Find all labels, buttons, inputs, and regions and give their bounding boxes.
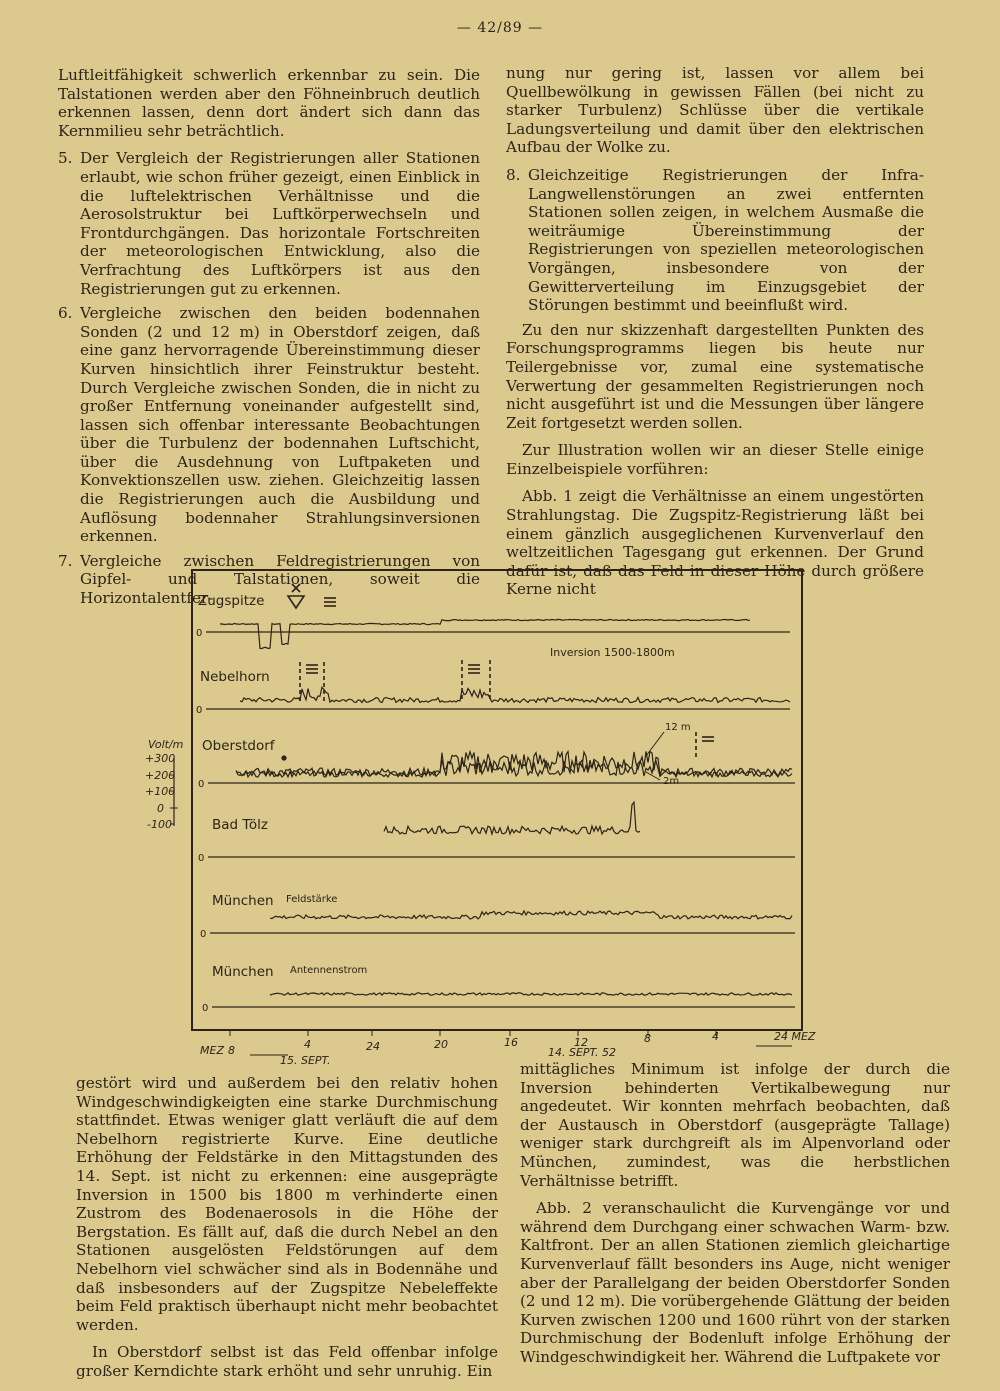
sonde-12m-pointer [646, 732, 664, 756]
zero-label: 0 [202, 1003, 209, 1014]
muenchen-sublabel-antennenstrom: Antennenstrom [290, 965, 368, 976]
trace-nebelhorn [240, 687, 790, 702]
y-tick: 0 [157, 802, 164, 815]
y-tick: +300 [145, 752, 176, 765]
time-tick: 24 MEZ [774, 1030, 816, 1043]
column-top-left [58, 66, 480, 614]
paragraph-intro: Luftleitfähigkeit schwerlich erkennbar zu sein. Die Talstationen werden aber den Föhneinbruch deutlich erkennen lassen, denn dort ändert sich dann das Kernmilieu sehr beträchtlich. [58, 66, 480, 140]
trace-muenchen-antennenstrom [270, 993, 792, 995]
time-tick: 4 [304, 1038, 311, 1051]
time-tick: 8 [228, 1044, 235, 1057]
station-label-muenchen-2: München [212, 964, 274, 980]
zero-label: 0 [200, 929, 207, 940]
paragraph: mittägliches Minimum ist infolge der durch die Inversion behinderten Vertikalbewegung nur angedeutet. Wir konnten mehrfach beobachten, daß der Austausch in Oberstdorf (ausgeprägte Tallage) weniger stark durchgreift als im Alpenvorland oder München, zumindest, was die herbstlichen Verhältnisse betrifft. [520, 1060, 950, 1190]
trace-bad-toelz [384, 802, 640, 834]
page-number: — 42/89 — [456, 20, 544, 36]
dot-marker [281, 755, 286, 760]
paragraph-continuation: nung nur gering ist, lassen vor allem bei Quellbewölkung in gewissen Fällen (bei nicht zu starker Turbulenz) Schlüsse über die vertikale Ladungsverteilung und damit über den elektrischen Aufbau der Wolke zu. [506, 64, 924, 157]
paragraph: Zu den nur skizzenhaft dargestellten Punkten des Forschungsprogramms liegen bis heute nur Teilergebnisse vor, zumal eine systematische Verwertung der gesammelten Registrierungen noch nicht ausgeführt ist und die Messungen über längere Zeit fortgesetzt werden sollen. [506, 320, 924, 432]
list-number: 7. [58, 551, 73, 570]
zero-baselines [196, 628, 795, 1014]
list-number: 6. [58, 304, 73, 323]
list-item-6 [58, 304, 480, 546]
inversion-note: Inversion 1500-1800m [550, 646, 675, 659]
figure-field-registrations [140, 562, 820, 1072]
sonde-2m-pointer [646, 772, 660, 780]
time-tick: 24 [366, 1040, 380, 1053]
list-item-5 [58, 149, 480, 298]
column-bottom-left [76, 1074, 498, 1390]
column-bottom-right [520, 1060, 950, 1376]
zero-label: 0 [198, 853, 205, 864]
fog-symbol-icon [288, 584, 336, 608]
list-text: Der Vergleich der Registrierungen aller Stationen erlaubt, wie schon früher gezeigt, einen Einblick in die luftelektrischen Verhältnisse und die Aerosolstruktur bei Luftkörperwechseln und Frontdurchgängen. Das horizontale Fortschreiten der meteorologischen Entwicklung, also die Verfrachtung des Luftkörpers ist aus den Registrierungen gut zu erkennen. [80, 149, 480, 298]
time-tick: 12 [574, 1036, 588, 1049]
date-label-right: 14. SEPT. 52 [548, 1046, 616, 1059]
time-tick: 4 [712, 1030, 719, 1043]
station-label-nebelhorn: Nebelhorn [200, 669, 270, 685]
y-tick: +100 [145, 785, 176, 798]
zero-label: 0 [196, 705, 203, 716]
date-label-left: 15. SEPT. [280, 1054, 331, 1067]
muenchen-sublabel-feldstaerke: Feldstärke [286, 894, 338, 905]
sonde-12m-label: 12 m [665, 722, 691, 733]
time-tick: 8 [644, 1032, 651, 1045]
station-label-bad-toelz: Bad Tölz [212, 817, 268, 833]
station-label-oberstdorf: Oberstdorf [202, 738, 275, 754]
list-text: Vergleiche zwischen den beiden bodennahen Sonden (2 und 12 m) in Oberstdorf zeigen, daß eine ganz hervorragende Übereinstimmung dieser Kurven hinsichtlich ihrer Feinstruktur besteht. Durch Vergleiche zwischen Sonden, die in nicht zu großer Entfernung voneinander aufgestellt sind, lassen sich offenbar interessante Beobachtungen über die Turbulenz der bodennahen Luftschicht, über die Ausdehnung von Luftpaketen und Konvektionszellen usw. ziehen. Gleichzeitig lassen die Registrierungen auch die Ausbildung und Auflösung bodennaher Strahlungsinversionen erkennen. [80, 304, 480, 546]
sonde-2m-label: 2m [663, 776, 680, 787]
station-label-muenchen: München [212, 893, 274, 909]
paragraph: Abb. 2 veranschaulicht die Kurvengänge vor und während dem Durchgang einer schwachen Warm- bzw. Kaltfront. Der an allen Stationen ziemlich gleichartige Kurvenverlauf fällt besonders ins Auge, nicht weniger aber der Parallelgang der beiden Oberstdorfer Sonden (2 und 12 m). Die vorübergehende Glättung der beiden Kurven zwischen 1200 und 1600 rührt von der starken Durchmischung der Bodenluft infolge Erhöhung der Windgeschwindigkeit her. Während die Luftpakete vor [520, 1199, 950, 1366]
list-text: Vergleiche zwischen Feldregistrierungen von Gipfel- und Talstationen, soweit die Horizontalentfer- [80, 551, 480, 608]
time-tick: 16 [504, 1036, 518, 1049]
paragraph: gestört wird und außerdem bei den relativ hohen Windgeschwindigkeigten eine starke Durchmischung stattfindet. Etwas weniger glatt verläuft die auf dem Nebelhorn registrierte Kurve. Eine deutliche Erhöhung der Feldstärke in den Mittagstunden des 14. Sept. ist nicht zu erkennen: eine ausgeprägte Inversion in 1500 bis 1800 m verhinderte einen Zustrom des Bodenaerosols in die Höhe der Bergstation. Es fällt auf, daß die durch Nebel an den Stationen ausgelösten Feldstörungen auf dem Nebelhorn viel schwächer sind als in Bodennähe und daß insbesonders auf der Zugspitze Nebeleffekte beim Feld praktisch überhaupt nicht mehr beobachtet werden. [76, 1074, 498, 1334]
trace-zugspitze [220, 619, 750, 648]
station-label-zugspitze: Zugspitze [198, 593, 265, 609]
zero-label: 0 [198, 779, 205, 790]
figure-svg [140, 562, 820, 1072]
figure-frame [192, 570, 802, 1030]
y-tick: -100 [147, 818, 172, 831]
column-top-right [506, 64, 924, 608]
time-tick: 20 [434, 1038, 448, 1051]
trace-muenchen-feldstaerke [270, 911, 792, 919]
time-tick: MEZ [200, 1044, 224, 1057]
y-scale [145, 738, 183, 831]
y-tick: +200 [145, 769, 176, 782]
zero-label: 0 [196, 628, 203, 639]
y-unit: Volt/m [148, 738, 184, 751]
list-item-8 [506, 166, 924, 315]
list-number: 5. [58, 149, 73, 168]
paragraph: Abb. 1 zeigt die Verhältnisse an einem ungestörten Strahlungstag. Die Zugspitz-Registrierung läßt bei einem gänzlich ausgeglichenen Kurvenverlauf den weltzeitlichen Tagesgang gut erkennen. Der Grund dafür ist, daß das Feld in dieser Höhe durch größere Kerne nicht [506, 487, 924, 599]
list-text: Gleichzeitige Registrierungen der Infra-Langwellenstörungen an zwei entfernten Stationen sollen zeigen, in welchem Ausmaße die weiträumige Übereinstimmung der Registrierungen von speziellen meteorologischen Vorgängen, insbesondere von der Gewitterverteilung im Einzugsgebiet der Störungen bestimmt und beeinflußt wird. [528, 165, 924, 315]
paragraph: In Oberstdorf selbst ist das Feld offenbar infolge großer Kerndichte stark erhöht und sehr unruhig. Ein [76, 1343, 498, 1380]
paragraph: Zur Illustration wollen wir an dieser Stelle einige Einzelbeispiele vorführen: [506, 441, 924, 478]
list-number: 8. [506, 165, 521, 184]
